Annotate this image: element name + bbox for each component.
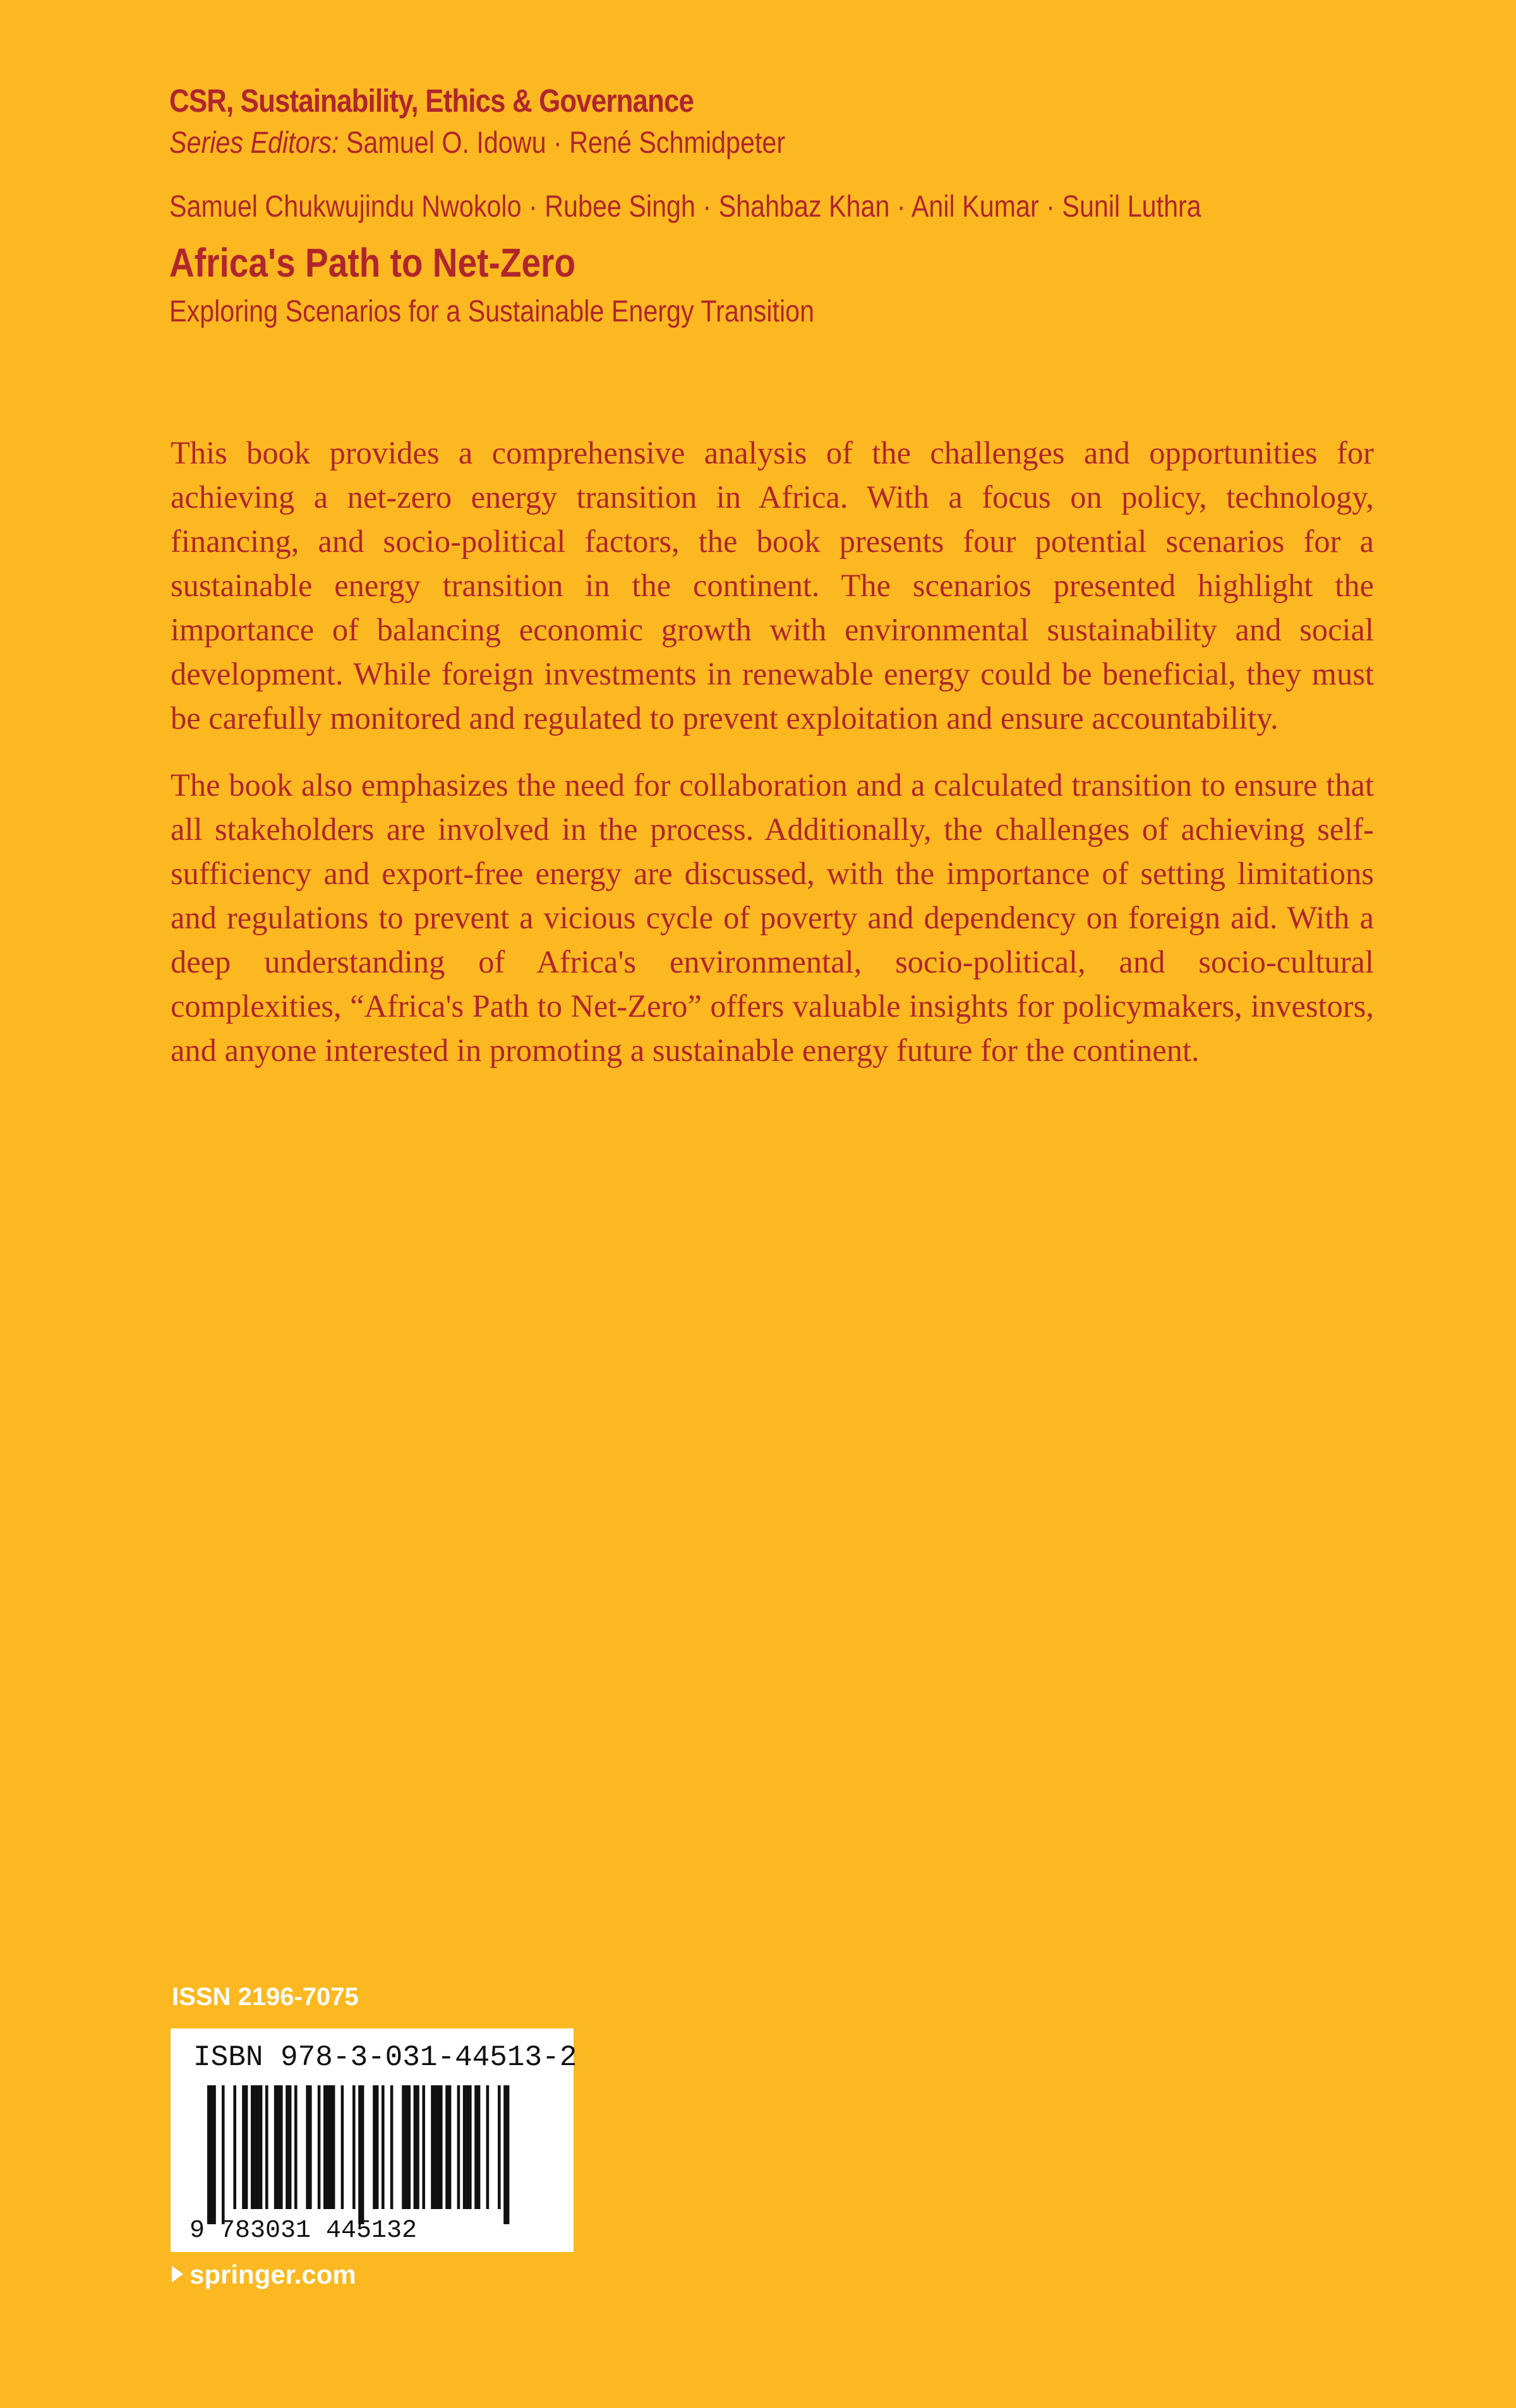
barcode-bar [382, 2085, 385, 2209]
barcode-bar [431, 2085, 442, 2209]
barcode-bar [358, 2085, 364, 2224]
barcode-bar [294, 2085, 298, 2209]
barcode-bar [463, 2085, 472, 2209]
barcode-bar [274, 2085, 283, 2209]
book-subtitle: Exploring Scenarios for a Sustainable Energy Transition [169, 295, 815, 328]
blurb-paragraph-2: The book also emphasizes the need for collaboration and a calculated transition to ensure that all stakeholders are involved in the process. Additionally, the challenges of achieving self-sufficiency and export-free energy are discussed, with the importance of setting limitations and regulations to prevent a vicious cycle of poverty and dependency on foreign aid. With a deep understanding of Africa's environmental, socio-political, and socio-cultural complexities, “Africa's Path to Net-Zero” offers valuable insights for policymakers, investors, and anyone interested in promoting a sustainable energy future for the continent. [171, 767, 1374, 1068]
barcode-digits: 9 783031 445132 [190, 2217, 418, 2245]
issn: ISSN 2196-7075 [172, 1983, 359, 2011]
barcode-bar [341, 2085, 344, 2209]
barcode-bar [390, 2085, 394, 2209]
barcode-bar [457, 2085, 460, 2209]
barcode-bar [373, 2085, 378, 2209]
publisher-site-text: springer.com [190, 2260, 356, 2289]
publisher-site [172, 2260, 356, 2290]
blurb [171, 431, 1374, 1095]
barcode-bar [486, 2085, 490, 2209]
series-title: CSR, Sustainability, Ethics & Governance [169, 83, 694, 119]
barcode-bar [414, 2085, 419, 2209]
barcode-bar [207, 2085, 216, 2224]
authors: Samuel Chukwujindu Nwokolo · Rubee Singh · Shahbaz Khan · Anil Kumar · Sunil Luthra [169, 190, 1201, 224]
blurb-paragraph-1: This book provides a comprehensive analysis of the challenges and opportunities for achieving a net-zero energy transition in Africa. With a focus on policy, technology, financing, and socio-political factors, the book presents four potential scenarios for a sustainable energy transition in the continent. The scenarios presented highlight the importance of balancing economic growth with environmental sustainability and social development. While foreign investments in renewable energy could be beneficial, they must be carefully monitored and regulated to prevent exploitation and ensure accountability. [171, 435, 1374, 736]
barcode-bar [306, 2085, 311, 2209]
barcode-bars [207, 2085, 509, 2224]
series-editors-line [169, 121, 1201, 165]
book-title: Africa's Path to Net-Zero [169, 240, 576, 285]
barcode-bar [422, 2085, 425, 2209]
barcode-bar [445, 2085, 451, 2209]
barcode-bar [474, 2085, 480, 2209]
barcode-bar [286, 2085, 291, 2209]
barcode-bar [318, 2085, 321, 2209]
isbn-barcode [171, 2028, 577, 2252]
barcode-bar [402, 2085, 411, 2209]
barcode-bar [233, 2085, 236, 2209]
barcode-bar [251, 2085, 262, 2209]
barcode-bar [265, 2085, 268, 2209]
barcode-bar [323, 2085, 335, 2209]
barcode-bar [222, 2085, 225, 2224]
barcode-bar [503, 2085, 509, 2224]
barcode-bar [498, 2085, 501, 2209]
cover-header [169, 81, 1369, 333]
series-editors: Samuel O. Idowu · René Schmidpeter [346, 126, 786, 160]
barcode-bar [352, 2085, 356, 2209]
series-editors-label: Series Editors: [169, 126, 339, 160]
isbn-number: ISBN 978-3-031-44513-2 [193, 2041, 577, 2074]
arrow-right-icon [172, 2266, 183, 2282]
barcode-bar [242, 2085, 248, 2209]
